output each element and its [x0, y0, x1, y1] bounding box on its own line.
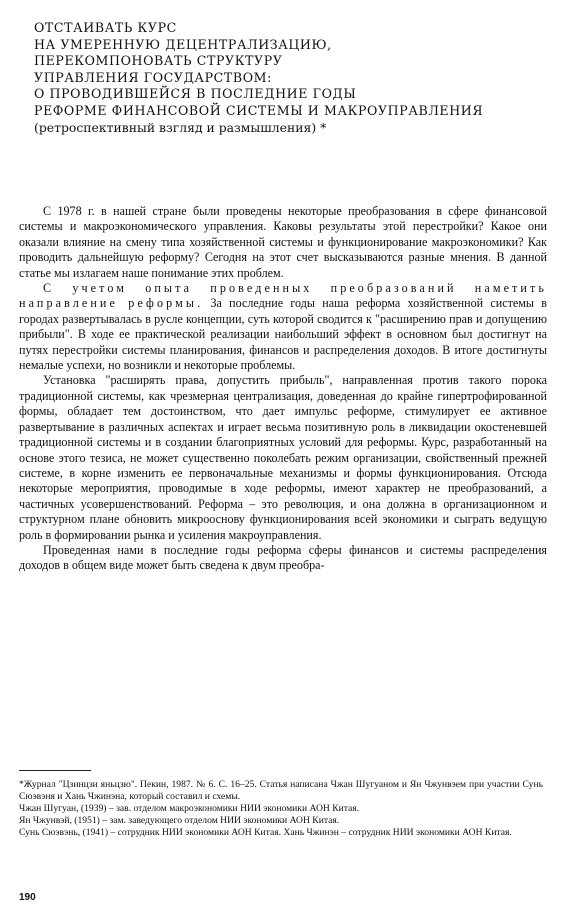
footnote: Сунь Сюэвэнь, (1941) – сотрудник НИИ экономики АОН Китая. Хань Чжинэн – сотрудник НИИ экономики АОН Китая. — [19, 827, 512, 839]
article-subtitle: (ретроспективный взгляд и размышления) * — [34, 119, 327, 135]
title-line: УПРАВЛЕНИЯ ГОСУДАРСТВОМ: — [34, 69, 272, 85]
footnote: Чжан Шугуан, (1939) – зав. отделом макроэкономики НИИ экономики АОН Китая. — [19, 803, 360, 815]
page-number: 190 — [19, 892, 36, 903]
title-line: ОТСТАИВАТЬ КУРС — [34, 20, 177, 35]
footnotes — [19, 779, 543, 839]
section-heading-spaced: С учетом опыта проведенных преобразований наметить направление реформы. — [19, 281, 547, 311]
paragraph — [19, 281, 547, 373]
article-title — [34, 20, 554, 136]
article-body — [19, 204, 547, 574]
paragraph-text: За последние годы наша реформа хозяйственной системы в городах развертывалась в русле концепции, суть которой сводится к "расширению прав и допущению прибыли". В ходе ее практической реализации наибольший эффект в основном был достигнут на путях перестройки системы планирования, финансов и распределения доходов. В итоге достигнуты немалые успехи, но возникли и некоторые проблемы. — [19, 296, 547, 373]
paragraph: Проведенная нами в последние годы реформа сферы финансов и системы распределения доходов в общем виде может быть сведена к двум преобра- — [19, 542, 547, 573]
title-line: ПЕРЕКОМПОНОВАТЬ СТРУКТУРУ — [34, 53, 283, 69]
title-line: РЕФОРМЕ ФИНАНСОВОЙ СИСТЕМЫ И МАКРОУПРАВЛЕНИЯ — [34, 102, 484, 118]
footnote-divider — [19, 770, 91, 771]
footnote: *Журнал "Цзинцзи яньцзю". Пекин, 1987. № 6. С. 16–25. Статья написана Чжан Шугуаном и Ян Чжунвэем при участии Сунь Сюэвэня и Хань Чжинэна, который составил и схемы. — [19, 779, 543, 803]
paragraph: С 1978 г. в нашей стране были проведены некоторые преобразования в сфере финансовой системы и макроэкономического управления. Каковы результаты этой перестройки? Какое они оказали влияние на смену типа хозяйственной системы и функционирование макроэкономики? Как проводить дальнейшую реформу? Сегодня на этот счет высказываются разные мнения. В данной статье мы излагаем наше понимание этих проблем. — [19, 204, 547, 280]
title-line: НА УМЕРЕННУЮ ДЕЦЕНТРАЛИЗАЦИЮ, — [34, 36, 332, 52]
paragraph: Установка "расширять права, допустить прибыль", направленная против такого порока традиционной системы, как чрезмерная централизация, доведенная до крайне гипертрофированной формы, обладает тем достоинством, что дает импульс реформе, стимулирует ее активное развертывание в различных аспектах и играет весьма позитивную роль в ликвидации окостеневшей традиционной системы и в создании благоприятных условий для реформы. Курс, разработанный на основе этого тезиса, не может существенно поколебать режим организации, свойственный прежней системе, в корне изменить ее первоначальные механизмы и формы функционирования. Отсюда некоторые мероприятия, проводимые в ходе реформы, имеют характер не преобразований, а частичных усовершенствований. Реформа – это революция, и она должна в организационном и структурном плане обновить микрооснову функционирования всей экономики и сыграть ведущую роль в формировании рынка и усиления макроуправления. — [19, 373, 547, 542]
title-line: О ПРОВОДИВШЕЙСЯ В ПОСЛЕДНИЕ ГОДЫ — [34, 86, 357, 102]
footnote: Ян Чжунвэй, (1951) – зам. заведующего отделом НИИ экономики АОН Китая. — [19, 815, 340, 827]
